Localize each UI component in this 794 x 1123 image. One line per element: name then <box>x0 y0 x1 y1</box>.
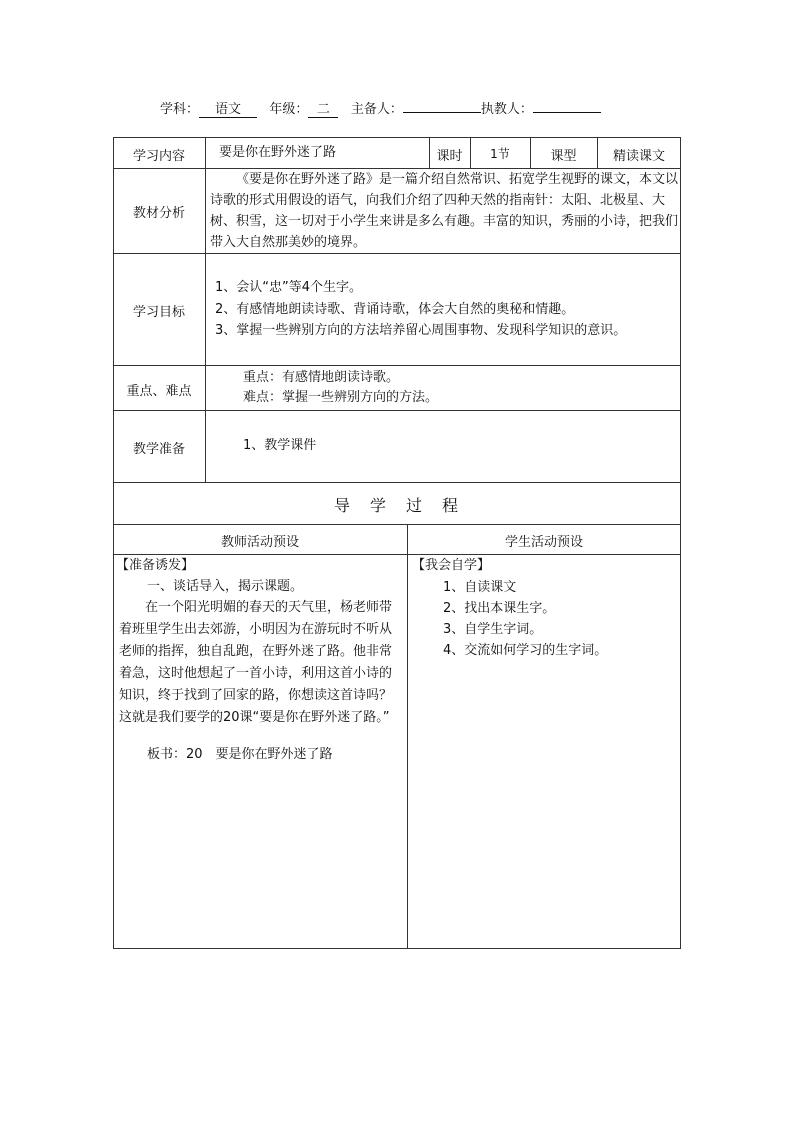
teacher-section-title: 【准备诱发】 <box>116 558 195 573</box>
study-content-label: 学习内容 <box>132 149 185 164</box>
student-item-4: 4、交流如何学习的生字词。 <box>443 643 608 658</box>
goal-item-2: 2、有感情地朗读诗歌、背诵诗歌，体会大自然的奥秘和情趣。 <box>215 302 575 317</box>
period-label: 课时 <box>436 149 463 164</box>
lesson-type-label: 课型 <box>550 149 577 164</box>
teacher-board: 板书：20 要是你在野外迷了路 <box>147 747 333 762</box>
lesson-type-value: 精读课文 <box>612 149 665 164</box>
analysis-label: 教材分析 <box>132 206 185 221</box>
keypoints-label: 重点、难点 <box>126 384 192 399</box>
teacher-value <box>533 112 601 113</box>
goal-item-3: 3、掌握一些辨别方向的方法培养留心周围事物、发现科学知识的意识。 <box>215 323 627 338</box>
process-title: 导 学 过 程 <box>333 496 460 515</box>
preparer-label: 主备人： <box>350 102 403 117</box>
document-header <box>160 98 601 118</box>
teacher-story: 在一个阳光明媚的春天的天气里，杨老师带着班里学生出去郊游，小明因为在游玩时不听从老师的指挥，独自乱跑，在野外迷了路。他非常着急，这时他想起了一首小诗，利用这首小诗的知识，终于找到了回家的路，你想读这首诗吗？这就是我们要学的20课“要是你在野外迷了路。” <box>119 600 393 725</box>
key-point: 重点：有感情地朗读诗歌。 <box>243 370 400 385</box>
student-item-2: 2、找出本课生字。 <box>443 601 556 616</box>
grade-value: 二 <box>308 102 338 118</box>
lesson-title: 要是你在野外迷了路 <box>219 145 337 160</box>
analysis-text: 《要是你在野外迷了路》是一篇介绍自然常识、拓宽学生视野的课文，本文以诗歌的形式用假设的语气，向我们介绍了四种天然的指南针：太阳、北极星、大树、积雪，这一切对于小学生来讲是多么有趣。丰富的知识，秀丽的小诗，把我们带入大自然那美妙的境界。 <box>210 172 679 250</box>
teacher-label: 执教人： <box>480 102 533 117</box>
student-item-1: 1、自读课文 <box>443 580 517 595</box>
period-value: 1节 <box>490 147 510 161</box>
subject-label: 学科： <box>160 102 200 117</box>
subject-value: 语文 <box>199 102 257 118</box>
difficult-point: 难点：掌握一些辨别方向的方法。 <box>243 390 439 405</box>
student-section-title: 【我会自学】 <box>412 558 491 573</box>
teacher-activity-header: 教师活动预设 <box>220 535 299 550</box>
preparer-value <box>403 112 481 113</box>
prep-label: 教学准备 <box>132 442 185 457</box>
grade-label: 年级： <box>269 102 309 117</box>
prep-text: 1、教学课件 <box>243 438 317 453</box>
student-activity-header: 学生活动预设 <box>504 535 583 550</box>
student-item-3: 3、自学生字词。 <box>443 622 543 637</box>
goal-item-1: 1、会认“忠”等4个生字。 <box>215 280 363 295</box>
goals-label: 学习目标 <box>132 305 185 320</box>
teacher-step-1: 一、谈话导入，揭示课题。 <box>147 579 304 594</box>
